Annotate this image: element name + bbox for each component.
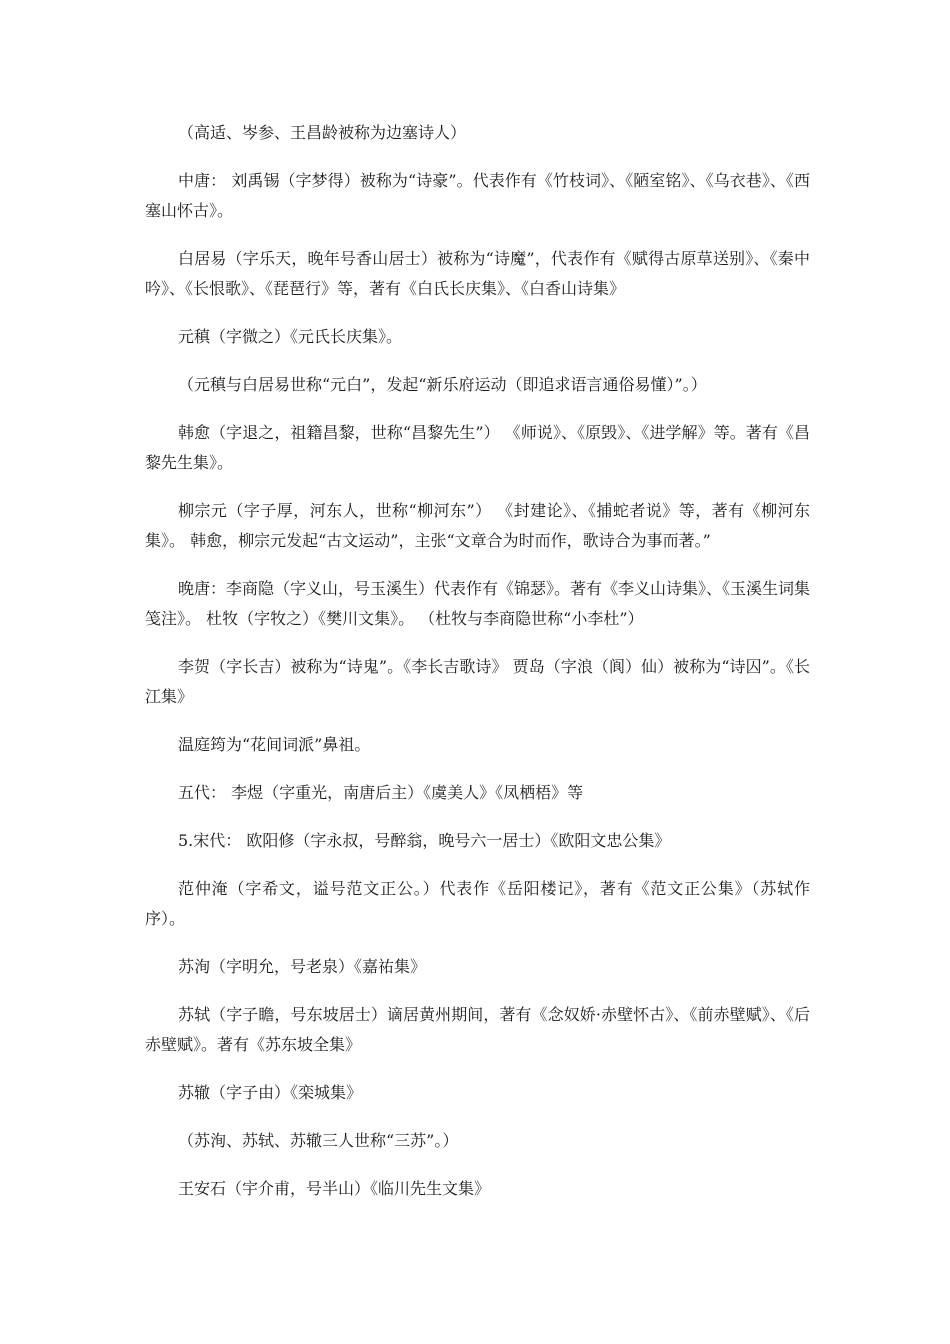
paragraph-late-tang: 晚唐：李商隐（字义山，号玉溪生）代表作有《锦瑟》。著有《李义山诗集》、《玉溪生词集笺注》。 杜牧（字牧之）《樊川文集》。 （杜牧与李商隐世称“小李杜”）: [145, 579, 811, 628]
paragraph-wang-anshi: 王安石（宇介甫，号半山）《临川先生文集》: [178, 1179, 491, 1198]
paragraph-su-zhe: 苏辙（字子由）《栾城集》: [178, 1083, 363, 1102]
paragraph-frontier-poets: （高适、岑参、王昌龄被称为边塞诗人）: [178, 123, 467, 142]
paragraph-fan-zhongyan: 范仲淹（字希文，谥号范文正公。）代表作《岳阳楼记》，著有《范文正公集》（苏轼作序）。: [145, 879, 810, 928]
paragraph-wen-tingyun: 温庭筠为“花间词派”鼻祖。: [178, 735, 371, 754]
document-body: [145, 118, 810, 1222]
paragraph-three-su: （苏洵、苏轼、苏辙三人世称“三苏”。）: [178, 1131, 459, 1150]
paragraph-five-dynasties: 五代： 李煜（字重光，南唐后主）《虞美人》《凤栖梧》等: [178, 783, 584, 802]
paragraph-su-shi: 苏轼（字子瞻，号东坡居士）谪居黄州期间，著有《念奴娇·赤壁怀古》、《前赤壁赋》、《后赤壁赋》。著有《苏东坡全集》: [145, 1005, 810, 1054]
paragraph-liu-yuxi: 中唐： 刘禹锡（字梦得）被称为“诗豪”。代表作有《竹枝词》、《陋室铭》、《乌衣巷》、《西塞山怀古》。: [145, 171, 810, 220]
paragraph-bai-juyi: 白居易（字乐天，晚年号香山居士）被称为“诗魔”，代表作有《赋得古原草送别》、《秦中吟》、《长恨歌》、《琵琶行》等，著有《白氏长庆集》、《白香山诗集》: [145, 249, 810, 298]
paragraph-han-yu: 韩愈（字退之，祖籍昌黎，世称“昌黎先生”） 《师说》、《原毁》、《进学解》等。著有《昌黎先生集》。: [145, 423, 810, 472]
paragraph-yuan-zhen: 元稹（字微之）《元氏长庆集》。: [178, 327, 403, 346]
paragraph-liu-zongyuan: 柳宗元（字子厚，河东人，世称“柳河东”） 《封建论》、《捕蛇者说》等，著有《柳河东集》。 韩愈，柳宗元发起“古文运动”，主张“文章合为时而作，歌诗合为事而著。”: [145, 501, 810, 550]
paragraph-li-he-jia-dao: 李贺（字长吉）被称为“诗鬼”。《李长吉歌诗》 贾岛（字浪（阆）仙）被称为“诗囚”。《长江集》: [145, 657, 810, 706]
paragraph-su-xun: 苏洵（字明允，号老泉）《嘉祐集》: [178, 957, 427, 976]
paragraph-yuan-bai: （元稹与白居易世称“元白”，发起“新乐府运动（即追求语言通俗易懂）”。）: [178, 375, 707, 394]
paragraph-song-ouyang-xiu: 5.宋代： 欧阳修（字永叔，号醉翁，晚号六一居士）《欧阳文忠公集》: [178, 831, 671, 850]
